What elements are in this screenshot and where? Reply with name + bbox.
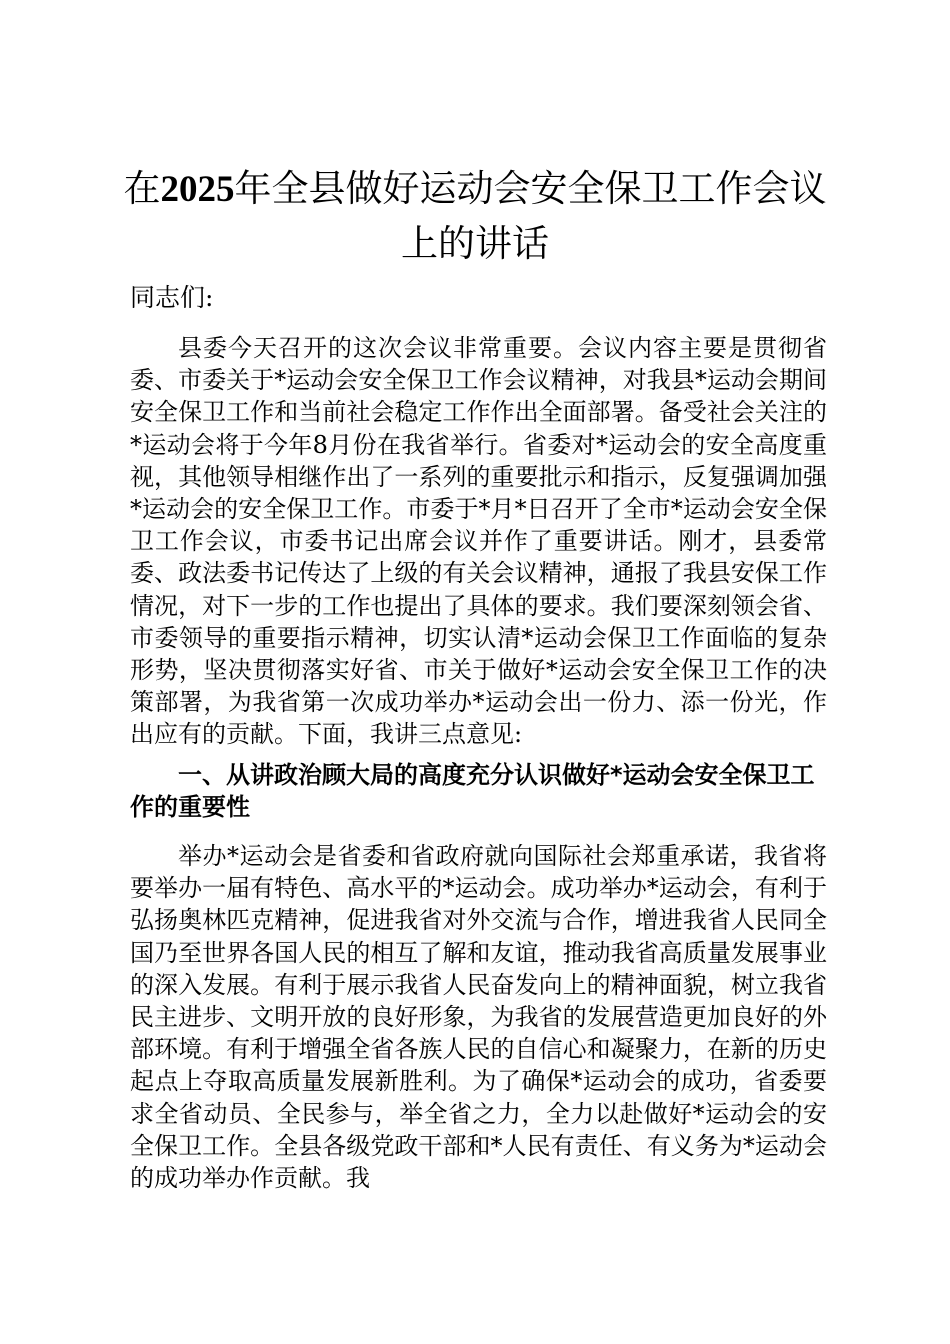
- title-line1-rest: 年全县做好运动会安全保卫工作会议: [234, 167, 827, 210]
- paragraph-2: 举办*运动会是省委和省政府就向国际社会郑重承诺，我省将要举办一届有特色、高水平的*运动会。成功举办*运动会，有利于弘扬奥林匹克精神，促进我省对外交流与合作，增进我省人民同全国乃至世界各国人民的相互了解和友谊，推动我省高质量发展事业的深入发展。有利于展示我省人民奋发向上的精神面貌，树立我省民主进步、文明开放的良好形象，为我省的发展营造更加良好的外部环境。有利于增强全省各族人民的自信心和凝聚力，在新的历史起点上夺取高质量发展新胜利。为了确保*运动会的成功，省委要求全省动员、全民参与，举全省之力，全力以赴做好*运动会的安全保卫工作。全县各级党政干部和*人民有责任、有义务为*运动会的成功举办作贡献。我: [130, 842, 827, 1193]
- section-heading-1: 一、从讲政治顾大局的高度充分认识做好*运动会安全保卫工作的重要性: [130, 761, 815, 821]
- title-prefix: 在: [123, 167, 161, 210]
- paragraph-1: 县委今天召开的这次会议非常重要。会议内容主要是贯彻省委、市委关于*运动会安全保卫工作会议精神，对我县*运动会期间安全保卫工作和当前社会稳定工作作出全面部署。备受社会关注的*运动会将于今年8月份在我省举行。省委对*运动会的安全高度重视，其他领导相继作出了一系列的重要批示和指示，反复强调加强*运动会的安全保卫工作。市委于*月*日召开了全市*运动会安全保卫工作会议，市委书记出席会议并作了重要讲话。刚才，县委常委、政法委书记传达了上级的有关会议精神，通报了我县安保工作情况，对下一步的工作也提出了具体的要求。我们要深刻领会省、市委领导的重要指示精神，切实认清*运动会保卫工作面临的复杂形势，坚决贯彻落实好省、市关于做好*运动会安全保卫工作的决策部署，为我省第一次成功举办*运动会出一份力、添一份光，作出应有的贡献。下面，我讲三点意见:: [130, 334, 827, 749]
- title-line2: 上的讲话: [401, 222, 549, 265]
- title-year: 2025: [160, 169, 235, 210]
- greeting: 同志们:: [130, 283, 214, 312]
- document-title: [120, 162, 830, 271]
